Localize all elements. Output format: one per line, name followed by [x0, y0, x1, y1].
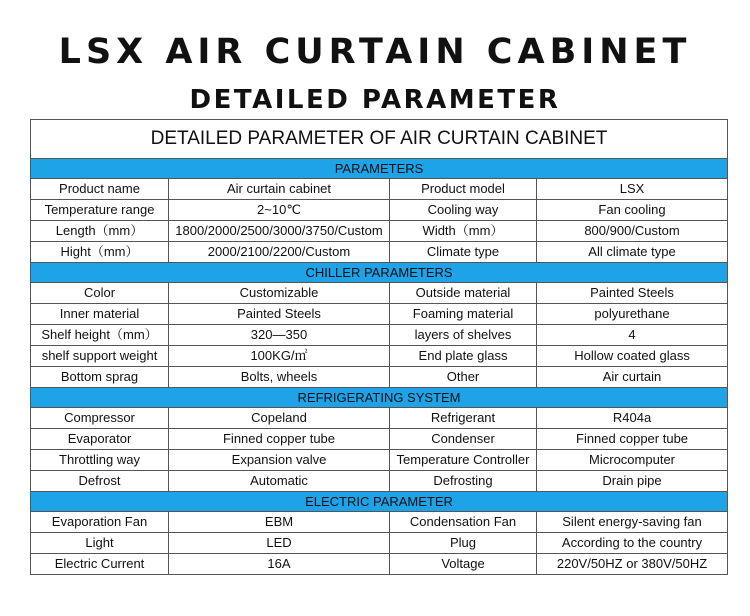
param-value-cell: 100KG/㎡: [169, 346, 390, 367]
table-row: [31, 242, 728, 263]
param-label-cell: End plate glass: [390, 346, 537, 367]
page-title: LSX AIR CURTAIN CABINET: [58, 32, 692, 72]
param-value-cell: 800/900/Custom: [537, 221, 728, 242]
param-label-cell: Cooling way: [390, 200, 537, 221]
param-label-cell: Foaming material: [390, 304, 537, 325]
section-header: PARAMETERS: [31, 159, 728, 179]
param-value-cell: LSX: [537, 179, 728, 200]
table-row: [31, 554, 728, 575]
param-value-cell: Finned copper tube: [537, 429, 728, 450]
param-value-cell: Expansion valve: [169, 450, 390, 471]
param-label-cell: Product name: [31, 179, 169, 200]
param-value-cell: Hollow coated glass: [537, 346, 728, 367]
param-value-cell: polyurethane: [537, 304, 728, 325]
param-value-cell: Bolts, wheels: [169, 367, 390, 388]
table-row: [31, 283, 728, 304]
section-header-row: [31, 388, 728, 408]
table-row: [31, 429, 728, 450]
param-label-cell: Voltage: [390, 554, 537, 575]
param-label-cell: Defrost: [31, 471, 169, 492]
param-value-cell: Copeland: [169, 408, 390, 429]
table-caption: DETAILED PARAMETER OF AIR CURTAIN CABINET: [31, 120, 728, 159]
param-label-cell: Color: [31, 283, 169, 304]
section-header: ELECTRIC PARAMETER: [31, 492, 728, 512]
table-row: [31, 221, 728, 242]
param-value-cell: Silent energy-saving fan: [537, 512, 728, 533]
param-value-cell: Automatic: [169, 471, 390, 492]
param-label-cell: Width（mm）: [390, 221, 537, 242]
table-row: [31, 346, 728, 367]
param-label-cell: Inner material: [31, 304, 169, 325]
param-value-cell: Microcomputer: [537, 450, 728, 471]
table-row: [31, 179, 728, 200]
page-subtitle: DETAILED PARAMETER: [189, 85, 561, 115]
param-value-cell: Fan cooling: [537, 200, 728, 221]
param-label-cell: Compressor: [31, 408, 169, 429]
param-value-cell: 16A: [169, 554, 390, 575]
parameter-table: [30, 119, 728, 575]
param-label-cell: Condenser: [390, 429, 537, 450]
param-value-cell: All climate type: [537, 242, 728, 263]
section-header: CHILLER PARAMETERS: [31, 263, 728, 283]
param-value-cell: Painted Steels: [169, 304, 390, 325]
param-value-cell: According to the country: [537, 533, 728, 554]
param-value-cell: 220V/50HZ or 380V/50HZ: [537, 554, 728, 575]
param-label-cell: Shelf height（mm）: [31, 325, 169, 346]
param-label-cell: Outside material: [390, 283, 537, 304]
section-header: REFRIGERATING SYSTEM: [31, 388, 728, 408]
table-row: [31, 533, 728, 554]
param-value-cell: 2000/2100/2200/Custom: [169, 242, 390, 263]
section-header-row: [31, 159, 728, 179]
param-value-cell: Painted Steels: [537, 283, 728, 304]
table-row: [31, 304, 728, 325]
table-row: [31, 367, 728, 388]
table-row: [31, 200, 728, 221]
param-label-cell: Product model: [390, 179, 537, 200]
param-label-cell: Condensation Fan: [390, 512, 537, 533]
param-label-cell: shelf support weight: [31, 346, 169, 367]
param-value-cell: 1800/2000/2500/3000/3750/Custom: [169, 221, 390, 242]
param-value-cell: LED: [169, 533, 390, 554]
param-label-cell: Other: [390, 367, 537, 388]
table-row: [31, 325, 728, 346]
table-caption-row: [31, 120, 728, 159]
param-label-cell: Throttling way: [31, 450, 169, 471]
param-value-cell: 4: [537, 325, 728, 346]
param-label-cell: Electric Current: [31, 554, 169, 575]
section-header-row: [31, 492, 728, 512]
param-value-cell: EBM: [169, 512, 390, 533]
table-row: [31, 471, 728, 492]
param-label-cell: Plug: [390, 533, 537, 554]
param-value-cell: 320—350: [169, 325, 390, 346]
param-label-cell: Evaporation Fan: [31, 512, 169, 533]
section-header-row: [31, 263, 728, 283]
param-label-cell: Refrigerant: [390, 408, 537, 429]
param-value-cell: 2~10℃: [169, 200, 390, 221]
table-row: [31, 450, 728, 471]
param-value-cell: Air curtain: [537, 367, 728, 388]
param-label-cell: Defrosting: [390, 471, 537, 492]
param-label-cell: layers of shelves: [390, 325, 537, 346]
param-label-cell: Climate type: [390, 242, 537, 263]
param-value-cell: Drain pipe: [537, 471, 728, 492]
param-label-cell: Length（mm）: [31, 221, 169, 242]
param-value-cell: Customizable: [169, 283, 390, 304]
param-label-cell: Temperature range: [31, 200, 169, 221]
param-label-cell: Light: [31, 533, 169, 554]
table-row: [31, 512, 728, 533]
param-label-cell: Evaporator: [31, 429, 169, 450]
param-value-cell: Air curtain cabinet: [169, 179, 390, 200]
param-value-cell: Finned copper tube: [169, 429, 390, 450]
table-row: [31, 408, 728, 429]
param-label-cell: Temperature Controller: [390, 450, 537, 471]
param-value-cell: R404a: [537, 408, 728, 429]
param-label-cell: Bottom sprag: [31, 367, 169, 388]
param-label-cell: Hight（mm）: [31, 242, 169, 263]
